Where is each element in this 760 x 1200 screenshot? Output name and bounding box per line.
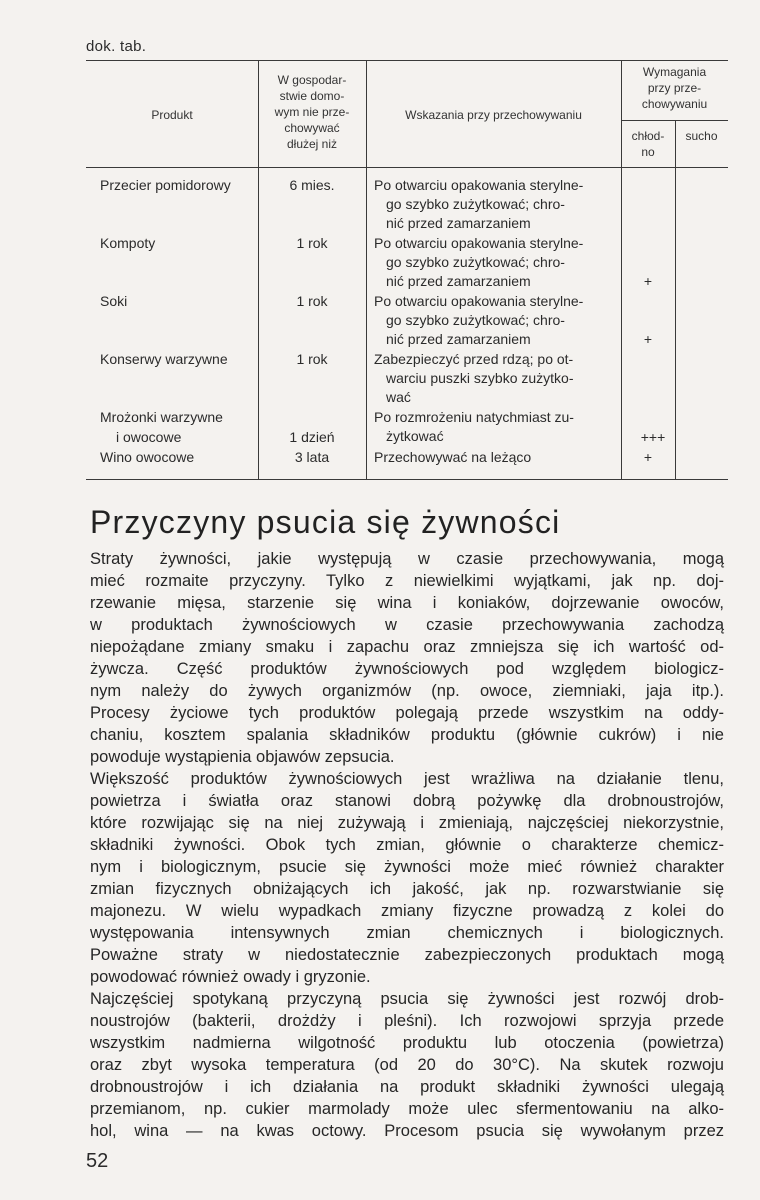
storage-table <box>86 60 728 480</box>
row-duration: 3 lata <box>294 449 330 465</box>
body-line: powoduje wystąpienia objawów zepsucia. <box>90 748 395 766</box>
header-cold <box>621 128 675 160</box>
body-line: występowania intensywnych zmian chemicznych i biologicznych. <box>90 924 724 942</box>
row-product: Wino owocowe <box>100 449 195 465</box>
header-keep-line: dłużej niż <box>286 137 338 151</box>
row-note-line: Po rozmrożeniu natychmiast zu- <box>374 409 574 425</box>
body-line: noustrojów (bakterii, drożdży i pleśni). Ich rozwojowi sprzyja przede <box>90 1012 724 1030</box>
row-product: Konserwy warzywne <box>100 351 228 367</box>
row-duration: 1 rok <box>296 235 328 251</box>
body-line: zmian fizycznych obniżających ich jakość, jak np. rozwarstwianie się <box>90 880 724 898</box>
body-line: powodować również owady i gryzonie. <box>90 968 371 986</box>
body-line: powietrza i światła oraz stanowi dobrą pożywkę dla drobnoustrojów, <box>90 792 724 810</box>
table-continuation-label: dok. tab. <box>86 38 147 55</box>
header-notes: Wskazania przy przechowywaniu <box>405 108 582 122</box>
row-note-line: go szybko zużytkować; chro- <box>386 312 565 328</box>
header-keep-line: W gospodar- <box>277 73 347 87</box>
row-duration: 6 mies. <box>289 177 335 193</box>
row-note-line: nić przed zamarzaniem <box>386 331 531 347</box>
row-note-line: nić przed zamarzaniem <box>386 273 531 289</box>
header-req-line: Wymagania <box>642 65 707 79</box>
column-divider-4 <box>675 120 676 480</box>
body-line: żywcza. Część produktów żywnościowych pod względem biologicz- <box>90 660 724 678</box>
row-note-line: Po otwarciu opakowania sterylne- <box>374 177 584 193</box>
row-product-line: i owocowe <box>116 429 182 445</box>
table-top-rule <box>86 60 728 61</box>
row-duration: 1 rok <box>296 351 328 367</box>
row-notes <box>374 448 614 467</box>
row-notes <box>374 234 614 291</box>
body-line: wszystkim nadmierna wilgotność produktu lub otoczenia (powietrza) <box>90 1034 724 1052</box>
row-product: Kompoty <box>100 235 156 251</box>
body-line: niepożądane zmiany smaku i zapachu oraz zmniejsza się ich wartość od- <box>90 638 724 656</box>
row-notes <box>374 408 614 446</box>
row-cold-mark: + <box>643 331 653 347</box>
row-cold-mark: + <box>643 273 653 289</box>
row-note-line: Przechowywać na leżąco <box>374 449 532 465</box>
table-bottom-rule <box>86 479 728 480</box>
header-dry: sucho <box>685 129 718 143</box>
body-line: nym i biologicznym, psucie się żywności może mieć również charakter <box>90 858 724 876</box>
header-keep-line: chowywać <box>284 121 340 135</box>
row-cold-mark: +++ <box>640 429 666 445</box>
body-line: majonezu. W wielu wypadkach zmiany fizyczne prowadzą z kolei do <box>90 902 724 920</box>
row-note-line: wać <box>386 389 411 405</box>
header-cold-line: no <box>641 145 655 159</box>
body-line: w produktach żywnościowych w czasie przechowywania zachodzą <box>90 616 724 634</box>
row-note-line: warciu puszki szybko zużytko- <box>386 370 574 386</box>
body-line: oraz zbyt wysoka temperatura (od 20 do 30°C). Na skutek rozwoju <box>90 1056 724 1074</box>
row-note-line: nić przed zamarzaniem <box>386 215 531 231</box>
row-note-line: go szybko zużytkować; chro- <box>386 196 565 212</box>
body-line: Większość produktów żywnościowych jest wrażliwa na działanie tlenu, <box>90 770 724 788</box>
header-req-line: przy prze- <box>647 81 702 95</box>
row-product: Soki <box>100 293 128 309</box>
row-product-line: Mrożonki warzywne <box>100 409 223 425</box>
header-keep-duration <box>258 72 366 152</box>
row-note-line: go szybko zużytkować; chro- <box>386 254 565 270</box>
row-duration: 1 dzień <box>289 429 335 445</box>
row-notes <box>374 350 614 407</box>
table-header-rule <box>86 167 728 168</box>
row-note-line: Po otwarciu opakowania sterylne- <box>374 235 584 251</box>
row-note-line: żytkować <box>386 428 444 444</box>
column-divider-3 <box>621 60 622 480</box>
row-product: Przecier pomidorowy <box>100 177 231 193</box>
row-notes <box>374 176 614 233</box>
body-line: drobnoustrojów i ich działania na produkt składniki żywności ulegają <box>90 1078 724 1096</box>
body-line: przemianom, np. cukier marmolady może ulec sfermentowaniu na alko- <box>90 1100 724 1118</box>
row-notes <box>374 292 614 349</box>
column-divider-2 <box>366 60 367 480</box>
header-keep-line: stwie domo- <box>279 89 345 103</box>
row-cold-mark: + <box>643 449 653 465</box>
body-line: Najczęściej spotykaną przyczyną psucia się żywności jest rozwój drob- <box>90 990 724 1008</box>
header-keep-line: wym nie prze- <box>274 105 350 119</box>
body-line: Poważne straty w niedostatecznie zabezpieczonych produktach mogą <box>90 946 724 964</box>
header-cold-line: chłod- <box>631 129 665 143</box>
body-line: Straty żywności, jakie występują w czasie przechowywania, mogą <box>90 550 724 568</box>
header-product: Produkt <box>151 108 193 122</box>
body-line: chaniu, kosztem spalania składników produktu (głównie cukrów) i nie <box>90 726 724 744</box>
body-line: składniki żywności. Obok tych zmian, głównie o charakterze chemicz- <box>90 836 724 854</box>
header-req-line: chowywaniu <box>641 97 708 111</box>
header-requirements <box>621 64 728 112</box>
row-duration: 1 rok <box>296 293 328 309</box>
row-note-line: Po otwarciu opakowania sterylne- <box>374 293 584 309</box>
body-line: mieć rozmaite przyczyny. Tylko z niewielkimi wyjątkami, jak np. doj- <box>90 572 724 590</box>
body-line: które rozwijając się na niej zużywają i zmieniają, najczęściej niekorzystnie, <box>90 814 724 832</box>
section-heading: Przyczyny psucia się żywności <box>90 504 561 540</box>
body-line: Procesy życiowe tych produktów polegają przede wszystkim na oddy- <box>90 704 724 722</box>
row-note-line: Zabezpieczyć przed rdzą; po ot- <box>374 351 574 367</box>
body-line: hol, wina — na kwas octowy. Procesom psucia się wywołanym przez <box>90 1122 724 1140</box>
body-line: nym należy do żywych organizmów (np. owoce, ziemniaki, jaja itp.). <box>90 682 724 700</box>
body-line: rzewanie mięsa, starzenie się wina i koniaków, dojrzewanie owoców, <box>90 594 724 612</box>
page-number: 52 <box>86 1150 109 1172</box>
